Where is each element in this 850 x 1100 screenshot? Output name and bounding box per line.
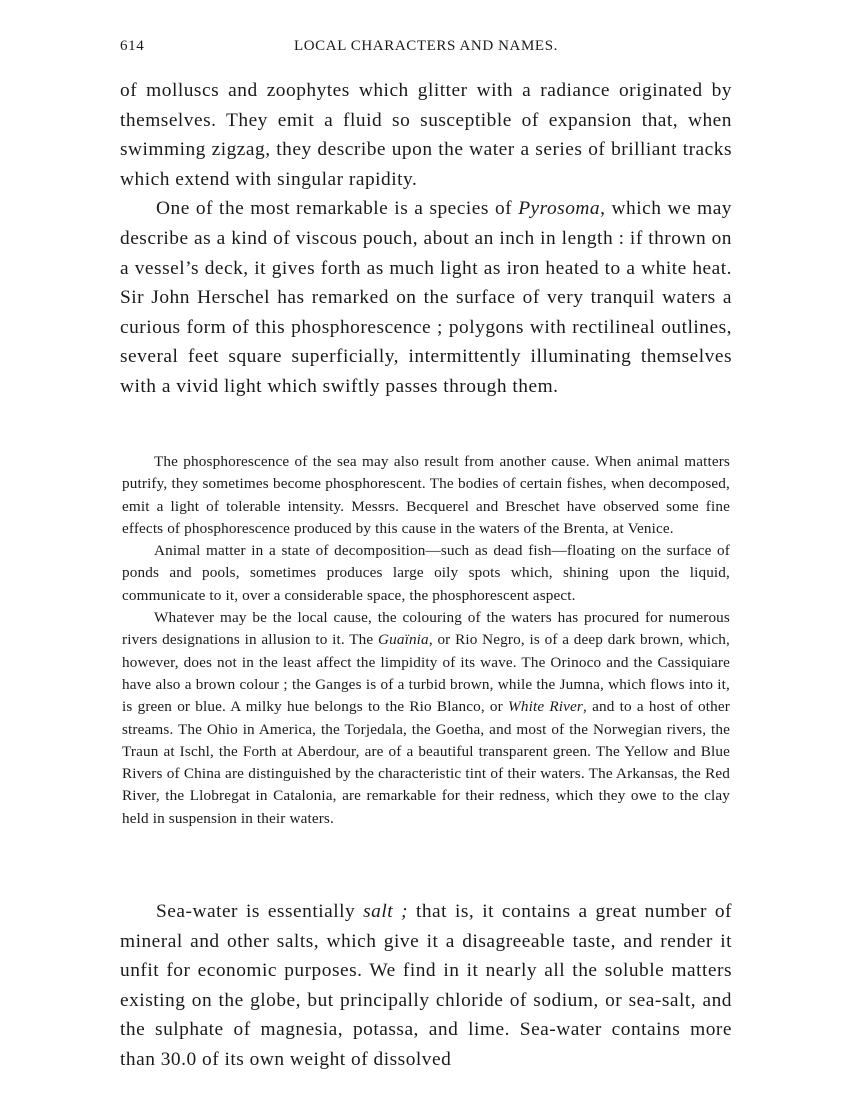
text-run: , or Rio Negro, is of a deep dark brown, which, however, does not in the least affect the limpidity of its wave. The Orinoco and the Cassiquiare have also a brown colour ; the Ganges is of a turbid brown, while the Jumna, which flows into it, is green or blue. A milky hue belongs to the Rio Blanco, or — [122, 631, 730, 716]
running-title: LOCAL CHARACTERS AND NAMES. — [293, 38, 558, 54]
small-paragraph-putrefaction: The phosphorescence of the sea may also result from another cause. When animal matters putrify, they sometimes become phosphorescent. The bodies of certain fishes, when decomposed, emit a light of tolerable intensity. Messrs. Becquerel and Breschet have observed some fine effects of phosphorescence produced by this cause in the waters of the Brenta, at Venice. — [122, 453, 730, 537]
text-run: One of the most remarkable is a species of — [156, 198, 519, 220]
main-text-top — [120, 76, 732, 402]
italic-term: Pyrosoma — [518, 198, 601, 220]
body-paragraph-sea-water — [120, 897, 732, 1075]
text-run: Sea-water is essentially — [156, 901, 364, 922]
text-run: Whatever may be the local cause, the colouring of the waters has procured for numerous rivers designations in allusion to it. The — [122, 609, 730, 649]
main-text-bottom — [120, 897, 732, 1075]
page-number: 614 — [120, 38, 145, 54]
text-run: , which we may describe as a kind of viscous pouch, about an inch in length : if thrown on a vessel’s deck, it gives forth as much light as iron heated to a white heat. Sir John Herschel has remarked on the surface of very tranquil waters a curious form of this phosphorescence ; polygons with rectilineal outlines, several feet square superficially, intermittently illuminating themselves with a vivid light which swiftly passes through them. — [120, 198, 733, 397]
small-paragraph-river-colours — [122, 607, 730, 830]
small-paragraph-decomposition: Animal matter in a state of decomposition—such as dead fish—floating on the surface of ponds and pools, sometimes produces large oily spots which, shining upon the liquid, communicate to it, over a considerable space, the phosphorescent aspect. — [122, 542, 730, 604]
italic-term: White River — [508, 698, 583, 716]
body-paragraph-continued: of molluscs and zoophytes which glitter with a radiance originated by themselves. They emit a fluid so susceptible of expansion that, when swimming zigzag, they describe upon the water a series of brilliant tracks which extend with singular rapidity. — [120, 80, 732, 190]
running-head — [120, 38, 732, 58]
text-run: that is, it contains a great number of mineral and other salts, which give it a disagreeable taste, and render it unfit for economic purposes. We find in it nearly all the soluble matters existing on the globe, but principally chloride of sodium, or sea-salt, and the sulphate of magnesia, potassa, and lime. Sea-water contains more than 30.0 of its own weight of dissolved — [120, 901, 733, 1070]
small-print-section — [122, 451, 730, 830]
italic-term: Guaïnia — [377, 631, 429, 649]
italic-term: salt ; — [363, 901, 409, 922]
body-paragraph-pyrosoma — [120, 194, 732, 401]
text-run: , and to a host of other streams. The Ohio in America, the Torjedala, the Goetha, and most of the Norwegian rivers, the Traun at Ischl, the Forth at Aberdour, are of a beautiful transparent green. The Yellow and Blue Rivers of China are distinguished by the characteristic tint of their waters. The Arkansas, the Red River, the Llobregat in Catalonia, are remarkable for their redness, which they owe to the clay held in suspension in their waters. — [122, 698, 731, 827]
